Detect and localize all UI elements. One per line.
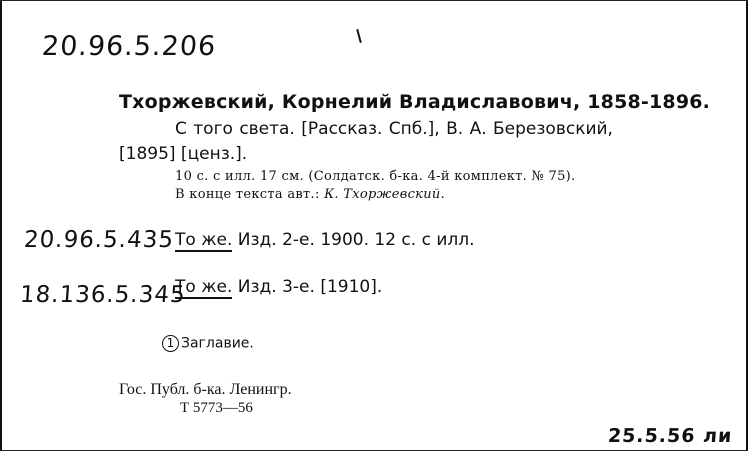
note-author: К. Тхоржевский.: [324, 187, 445, 202]
edition-3-line: [175, 277, 382, 297]
shelfmark-second: 20.96.5.435: [23, 227, 175, 253]
title-line-2: [1895] [ценз.].: [119, 144, 248, 164]
edition-2-same: То же.: [175, 230, 233, 250]
author-note: [175, 187, 445, 202]
title-line-1: С того света. [Рассказ. Спб.], В. А. Березовский,: [175, 119, 613, 139]
edition-2-line: [175, 230, 475, 250]
edition-3-details: Изд. 3-е. [1910].: [237, 277, 383, 297]
date-stamp: 25.5.56 ли: [607, 425, 734, 447]
shelfmark-main: 20.96.5.206: [40, 31, 218, 62]
author-heading: Тхоржевский, Корнелий Владиславович, 1858-1896.: [119, 91, 711, 113]
tracing: [162, 335, 254, 352]
note-prefix: В конце текста авт.:: [175, 187, 325, 202]
shelfmark-third: 18.136.5.345: [19, 282, 187, 308]
edition-2-details: Изд. 2-е. 1900. 12 с. с илл.: [237, 230, 475, 250]
tracing-label: Заглавие.: [181, 335, 254, 352]
tracing-number: 1: [162, 335, 179, 352]
pen-mark: [356, 29, 362, 43]
library-code: Т 5773—56: [180, 400, 253, 416]
library-name: Гос. Публ. б-ка. Ленингр.: [119, 381, 292, 398]
edition-3-same: То же.: [175, 277, 233, 297]
physical-description: 10 с. с илл. 17 см. (Солдатск. б-ка. 4-й комплект. № 75).: [175, 169, 576, 184]
